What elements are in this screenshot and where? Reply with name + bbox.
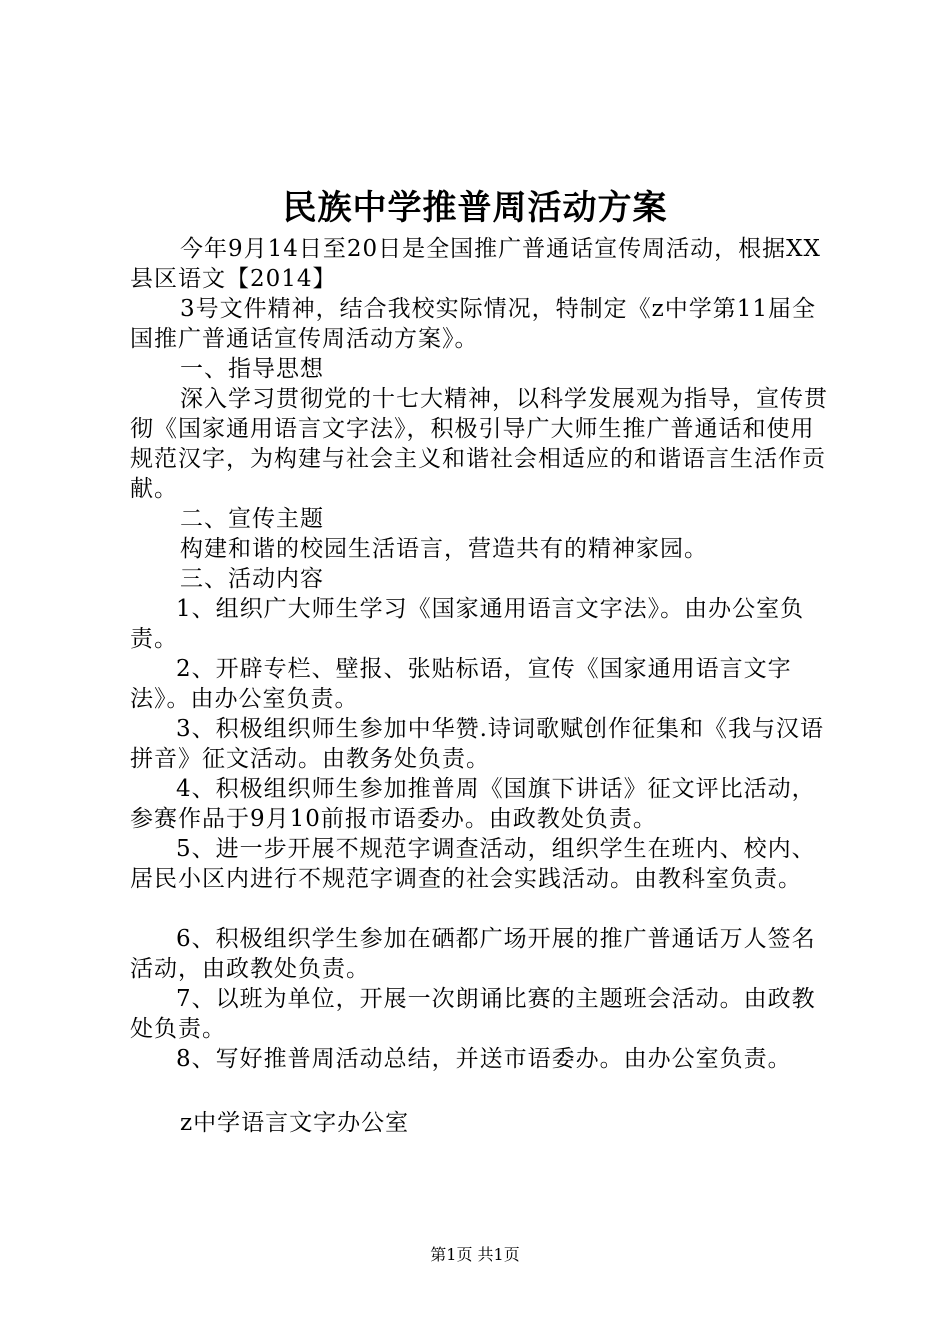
section-heading-theme: 二、宣传主题 [180, 506, 324, 532]
activity-item-1: 1、组织广大师生学习《国家通用语言文字法》。由办公室负责。 [130, 596, 805, 652]
section-heading-guiding-thought: 一、指导思想 [180, 356, 324, 382]
section-heading-activities: 三、活动内容 [180, 566, 324, 592]
activity-item-4: 4、积极组织师生参加推普周《国旗下讲话》征文评比活动，参赛作品于9月10前报市语委办。由政教处负责。 [130, 776, 816, 832]
activity-item-6: 6、积极组织学生参加在硒都广场开展的推广普通话万人签名活动，由政教处负责。 [130, 926, 816, 982]
signature-office: z中学语言文字办公室 [180, 1110, 410, 1136]
activity-item-8: 8、写好推普周活动总结，并送市语委办。由办公室负责。 [176, 1046, 792, 1072]
document-body [130, 234, 830, 1138]
activity-item-5: 5、进一步开展不规范字调查活动，组织学生在班内、校内、居民小区内进行不规范字调查的社会实践活动。由教科室负责。 [130, 836, 816, 892]
page-footer: 第1页 共1页 [430, 1245, 520, 1264]
paragraph-guiding-thought: 深入学习贯彻党的十七大精神，以科学发展观为指导，宣传贯彻《国家通用语言文字法》，积极引导广大师生推广普通话和使用规范汉字，为构建与社会主义和谐社会相适应的和谐语言生活作贡献。 [130, 386, 828, 502]
activity-item-3: 3、积极组织师生参加中华赞.诗词歌赋创作征集和《我与汉语拼音》征文活动。由教务处负责。 [130, 716, 824, 772]
paragraph-spacer [130, 894, 830, 924]
document-title: 民族中学推普周活动方案 [282, 188, 668, 228]
paragraph-intro-1: 今年9月14日至20日是全国推广普通话宣传周活动，根据XX县区语文【2014】 [130, 236, 821, 292]
paragraph-theme: 构建和谐的校园生活语言，营造共有的精神家园。 [180, 536, 708, 562]
activity-item-2: 2、开辟专栏、壁报、张贴标语，宣传《国家通用语言文字法》。由办公室负责。 [130, 656, 792, 712]
paragraph-intro-2: 3号文件精神，结合我校实际情况，特制定《z中学第11届全国推广普通话宣传周活动方案》。 [130, 296, 817, 352]
activity-item-7: 7、以班为单位，开展一次朗诵比赛的主题班会活动。由政教处负责。 [130, 986, 816, 1042]
paragraph-spacer [130, 1074, 830, 1108]
